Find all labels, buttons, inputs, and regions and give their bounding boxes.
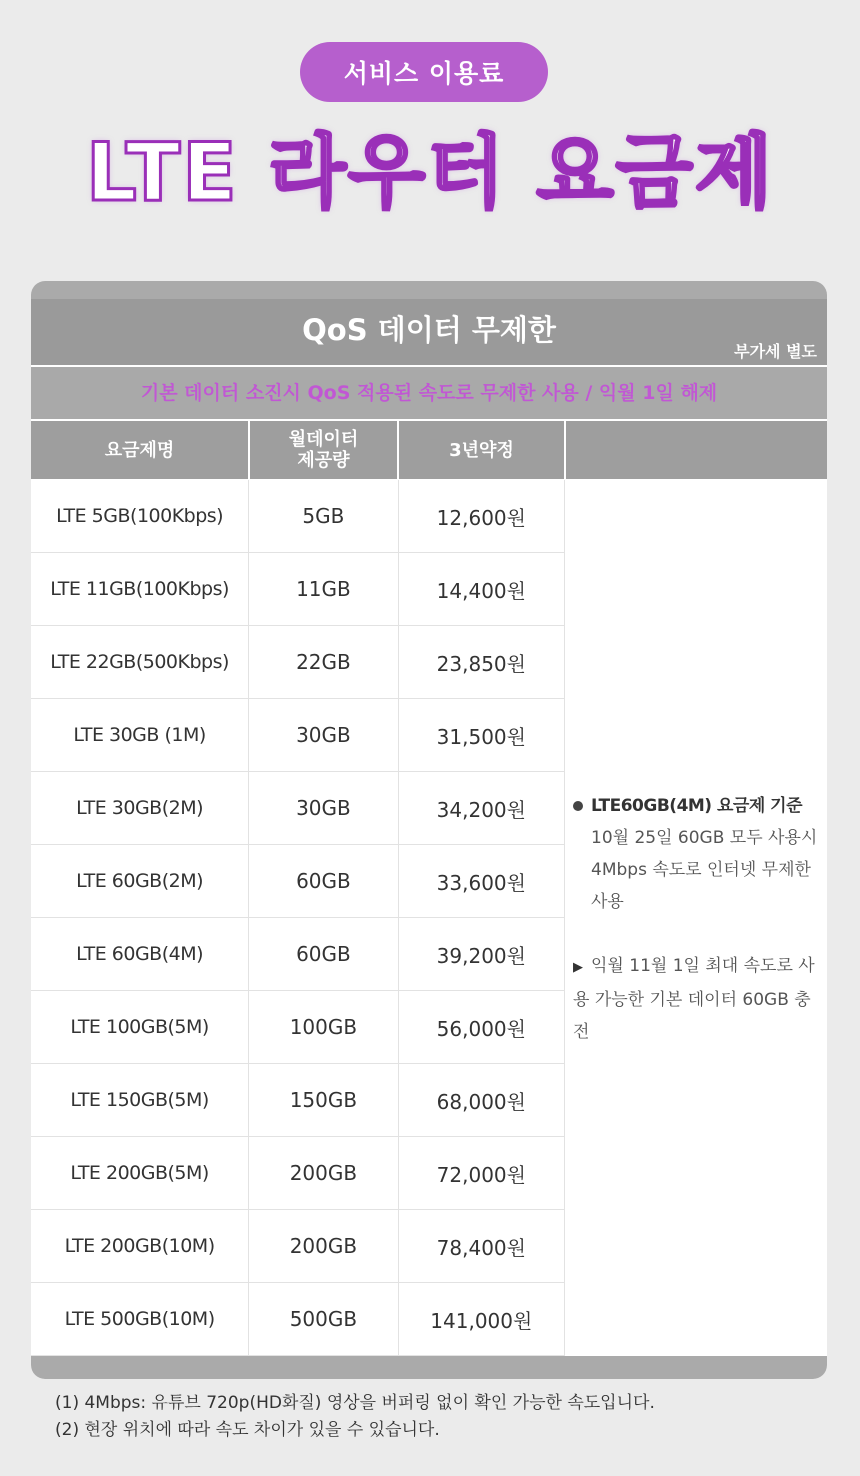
data-cell: 100GB — [249, 991, 398, 1063]
table-row — [31, 1283, 565, 1356]
column-header-price-label: 3년약정 — [449, 439, 514, 461]
table-top-band — [31, 281, 827, 299]
usage-note — [573, 790, 823, 918]
plan-name-cell: LTE 22GB(500Kbps) — [31, 626, 249, 698]
footnote-item: (1) 4Mbps: 유튜브 720p(HD화질) 영상을 버퍼링 없이 확인 가능한 속도입니다. — [55, 1393, 655, 1413]
column-header-plan-name-label: 요금제명 — [104, 439, 175, 461]
plan-name-cell: LTE 11GB(100Kbps) — [31, 553, 249, 625]
table-body — [31, 480, 565, 1356]
table-row — [31, 1137, 565, 1210]
data-cell: 30GB — [249, 772, 398, 844]
price-cell: 68,000원 — [399, 1064, 565, 1136]
price-cell: 141,000원 — [399, 1283, 565, 1355]
pricing-table — [31, 281, 827, 1379]
qos-header — [31, 299, 827, 365]
data-cell: 5GB — [249, 480, 398, 552]
table-row — [31, 1064, 565, 1137]
footnotes — [55, 1390, 655, 1444]
bullet-dot-icon — [573, 801, 583, 811]
column-header-monthly-data-label — [289, 429, 359, 471]
plan-name-cell: LTE 5GB(100Kbps) — [31, 480, 249, 552]
plan-name-cell: LTE 30GB(2M) — [31, 772, 249, 844]
price-cell: 39,200원 — [399, 918, 565, 990]
qos-subtitle: 기본 데이터 소진시 QoS 적용된 속도로 무제한 사용 / 익월 1일 해제 — [31, 367, 827, 419]
recharge-note — [573, 950, 823, 1048]
price-cell: 78,400원 — [399, 1210, 565, 1282]
data-cell: 60GB — [249, 918, 398, 990]
data-cell: 150GB — [249, 1064, 398, 1136]
page-title: LTE 라우터 요금제 — [85, 126, 775, 219]
data-cell: 60GB — [249, 845, 398, 917]
plan-name-cell: LTE 30GB (1M) — [31, 699, 249, 771]
triangle-right-icon: ▶ — [573, 960, 583, 975]
footnote-item: (2) 현장 위치에 따라 속도 차이가 있을 수 있습니다. — [55, 1420, 440, 1440]
plan-name-cell: LTE 200GB(5M) — [31, 1137, 249, 1209]
table-row — [31, 845, 565, 918]
table-bottom-band — [31, 1356, 827, 1379]
data-cell: 500GB — [249, 1283, 398, 1355]
plan-name-cell: LTE 150GB(5M) — [31, 1064, 249, 1136]
data-cell: 30GB — [249, 699, 398, 771]
price-cell: 12,600원 — [399, 480, 565, 552]
column-header-data-line2: 제공량 — [297, 450, 350, 471]
price-cell: 14,400원 — [399, 553, 565, 625]
qos-title: QoS 데이터 무제한 — [302, 313, 556, 347]
plan-name-cell: LTE 100GB(5M) — [31, 991, 249, 1063]
column-header-plan-name — [31, 421, 248, 479]
data-cell: 200GB — [249, 1137, 398, 1209]
plan-name-cell: LTE 60GB(4M) — [31, 918, 249, 990]
column-header-data-line1: 월데이터 — [288, 429, 359, 450]
service-fee-badge: 서비스 이용료 — [300, 42, 548, 102]
price-cell: 31,500원 — [399, 699, 565, 771]
recharge-note-text: 익월 11월 1일 최대 속도로 사용 가능한 기본 데이터 60GB 충전 — [573, 956, 815, 1042]
price-cell: 23,850원 — [399, 626, 565, 698]
table-row — [31, 772, 565, 845]
column-header-note — [566, 421, 827, 479]
table-row — [31, 480, 565, 553]
plan-name-cell: LTE 200GB(10M) — [31, 1210, 249, 1282]
table-row — [31, 918, 565, 991]
plan-name-cell: LTE 500GB(10M) — [31, 1283, 249, 1355]
price-cell: 72,000원 — [399, 1137, 565, 1209]
table-row — [31, 626, 565, 699]
note-column — [565, 480, 827, 1356]
table-row — [31, 1210, 565, 1283]
column-header-price — [399, 421, 564, 479]
table-row — [31, 553, 565, 626]
usage-note-lead: LTE60GB(4M) 요금제 기준 — [591, 796, 803, 816]
vat-note: 부가세 별도 — [734, 342, 817, 361]
data-cell: 22GB — [249, 626, 398, 698]
price-cell: 33,600원 — [399, 845, 565, 917]
plan-name-cell: LTE 60GB(2M) — [31, 845, 249, 917]
table-row — [31, 991, 565, 1064]
price-cell: 56,000원 — [399, 991, 565, 1063]
usage-note-body: 10월 25일 60GB 모두 사용시 4Mbps 속도로 인터넷 무제한 사용 — [591, 828, 818, 912]
table-row — [31, 699, 565, 772]
column-header-monthly-data — [250, 421, 397, 479]
data-cell: 11GB — [249, 553, 398, 625]
data-cell: 200GB — [249, 1210, 398, 1282]
price-cell: 34,200원 — [399, 772, 565, 844]
